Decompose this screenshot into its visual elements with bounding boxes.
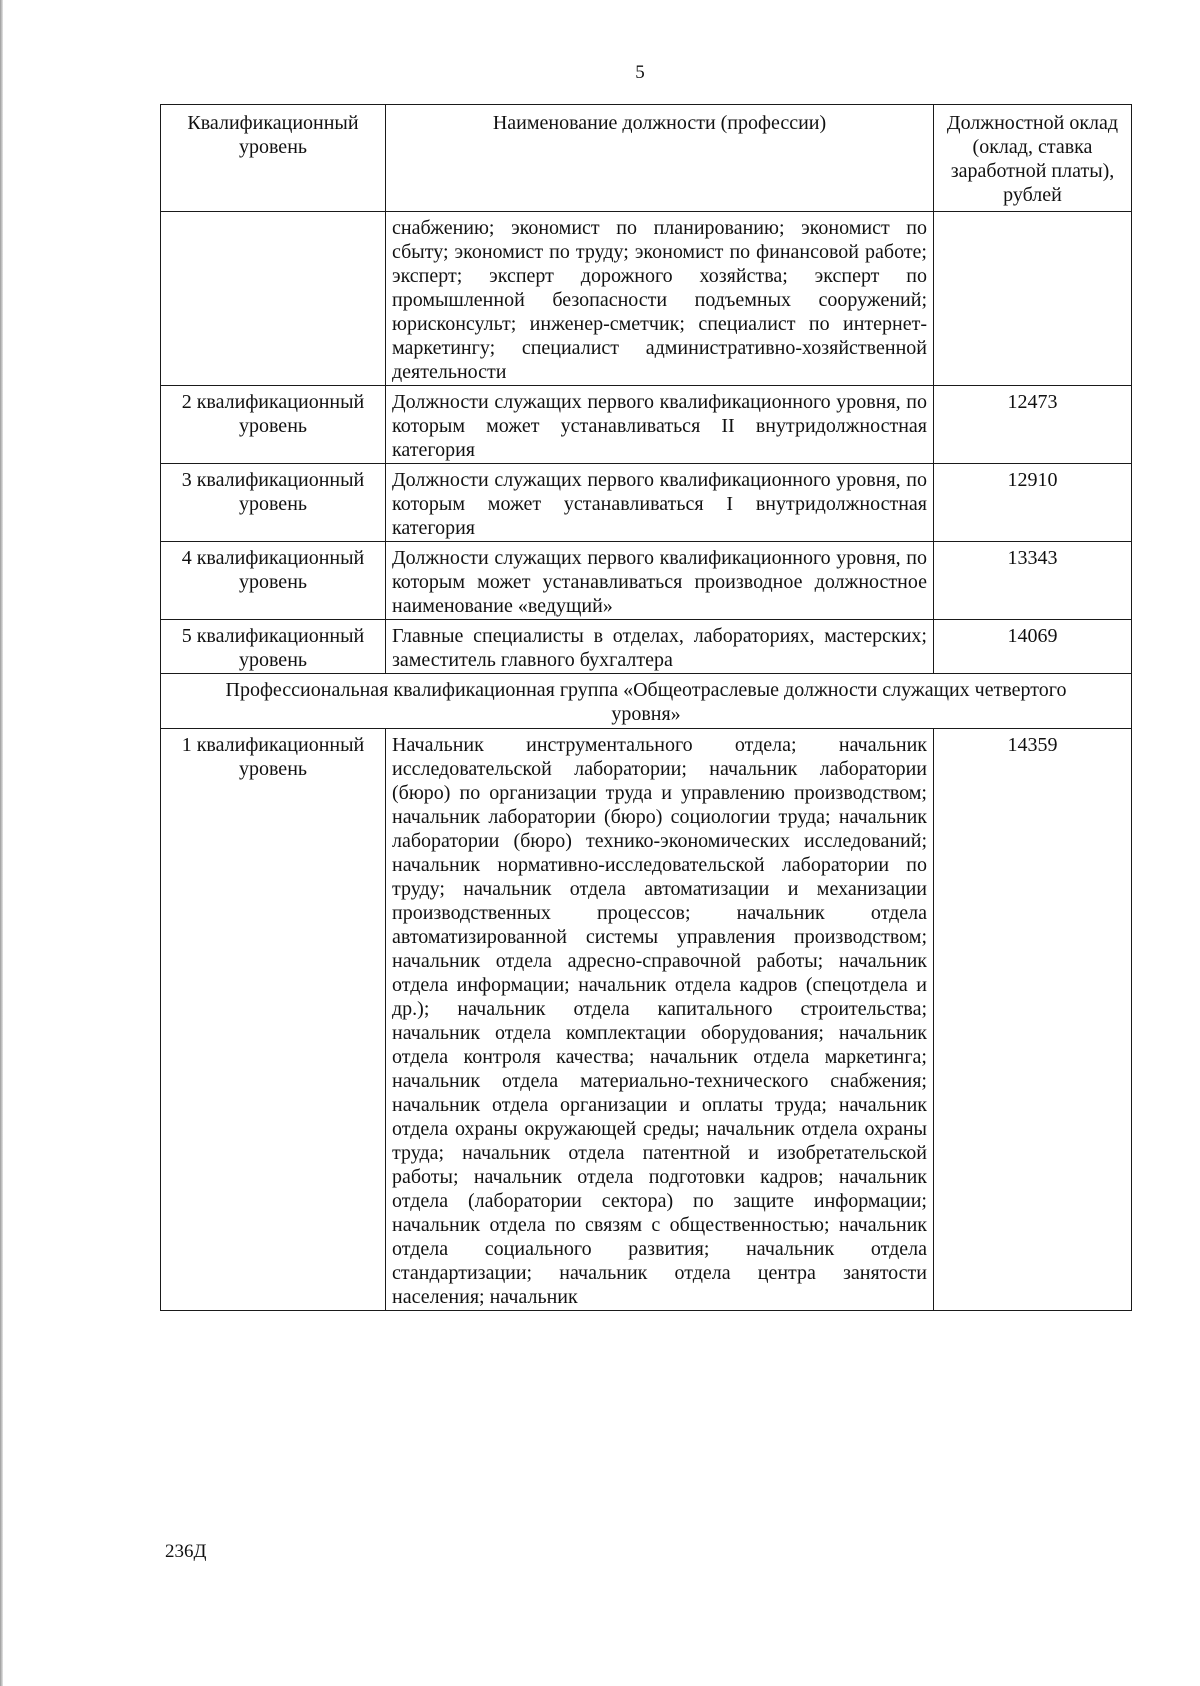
salary-cell: 12910	[934, 464, 1132, 542]
position-cell: Должности служащих первого квалификационного уровня, по которым может устанавливаться II внутридолжностная категория	[386, 386, 934, 464]
level-cell: 2 квалификационный уровень	[161, 386, 386, 464]
table-row	[161, 464, 1132, 542]
level-cell: 3 квалификационный уровень	[161, 464, 386, 542]
salary-table	[160, 104, 1132, 1311]
position-cell: Должности служащих первого квалификационного уровня, по которым может устанавливаться производное должностное наименование «ведущий»	[386, 542, 934, 620]
table-row	[161, 620, 1132, 674]
group-title-row	[161, 674, 1132, 729]
salary-cell: 13343	[934, 542, 1132, 620]
header-salary: Должностной оклад (оклад, ставка заработной платы), рублей	[934, 105, 1132, 212]
position-cell: снабжению; экономист по планированию; экономист по сбыту; экономист по труду; экономист по финансовой работе; эксперт; эксперт дорожного хозяйства; эксперт по промышленной безопасности подъемных сооружений; юрисконсульт; инженер-сметчик; специалист по интернет-маркетингу; специалист административно-хозяйственной деятельности	[386, 212, 934, 386]
level-cell: 1 квалификационный уровень	[161, 729, 386, 1311]
level-cell	[161, 212, 386, 386]
table-row	[161, 542, 1132, 620]
position-cell: Начальник инструментального отдела; начальник исследовательской лаборатории; начальник лаборатории (бюро) по организации труда и управлению производством; начальник лаборатории (бюро) социологии труда; начальник лаборатории (бюро) технико-экономических исследований; начальник нормативно-исследовательской лаборатории по труду; начальник отдела автоматизации и механизации производственных процессов; начальник отдела автоматизированной системы управления производством; начальник отдела адресно-справочной работы; начальник отдела информации; начальник отдела кадров (спецотдела и др.); начальник отдела капитального строительства; начальник отдела комплектации оборудования; начальник отдела контроля качества; начальник отдела маркетинга; начальник отдела материально-технического снабжения; начальник отдела организации и оплаты труда; начальник отдела охраны окружающей среды; начальник отдела охраны труда; начальник отдела патентной и изобретательской работы; начальник отдела подготовки кадров; начальник отдела (лаборатории сектора) по защите информации; начальник отдела по связям с общественностью; начальник отдела социального развития; начальник отдела стандартизации; начальник отдела центра занятости населения; начальник	[386, 729, 934, 1311]
table-header-row	[161, 105, 1132, 212]
position-cell: Должности служащих первого квалификационного уровня, по которым может устанавливаться I внутридолжностная категория	[386, 464, 934, 542]
salary-cell: 14069	[934, 620, 1132, 674]
header-position: Наименование должности (профессии)	[386, 105, 934, 212]
salary-cell: 12473	[934, 386, 1132, 464]
salary-cell	[934, 212, 1132, 386]
header-level: Квалификационный уровень	[161, 105, 386, 212]
level-cell: 4 квалификационный уровень	[161, 542, 386, 620]
group-title: Профессиональная квалификационная группа «Общеотраслевые должности служащих четвертого уровня»	[161, 674, 1132, 729]
table-row	[161, 212, 1132, 386]
level-cell: 5 квалификационный уровень	[161, 620, 386, 674]
position-cell: Главные специалисты в отделах, лабораториях, мастерских; заместитель главного бухгалтера	[386, 620, 934, 674]
table-row	[161, 386, 1132, 464]
salary-cell: 14359	[934, 729, 1132, 1311]
page-number: 5	[635, 62, 645, 83]
table-row	[161, 729, 1132, 1311]
document-code: 236Д	[165, 1541, 207, 1562]
scan-edge	[0, 0, 3, 1686]
